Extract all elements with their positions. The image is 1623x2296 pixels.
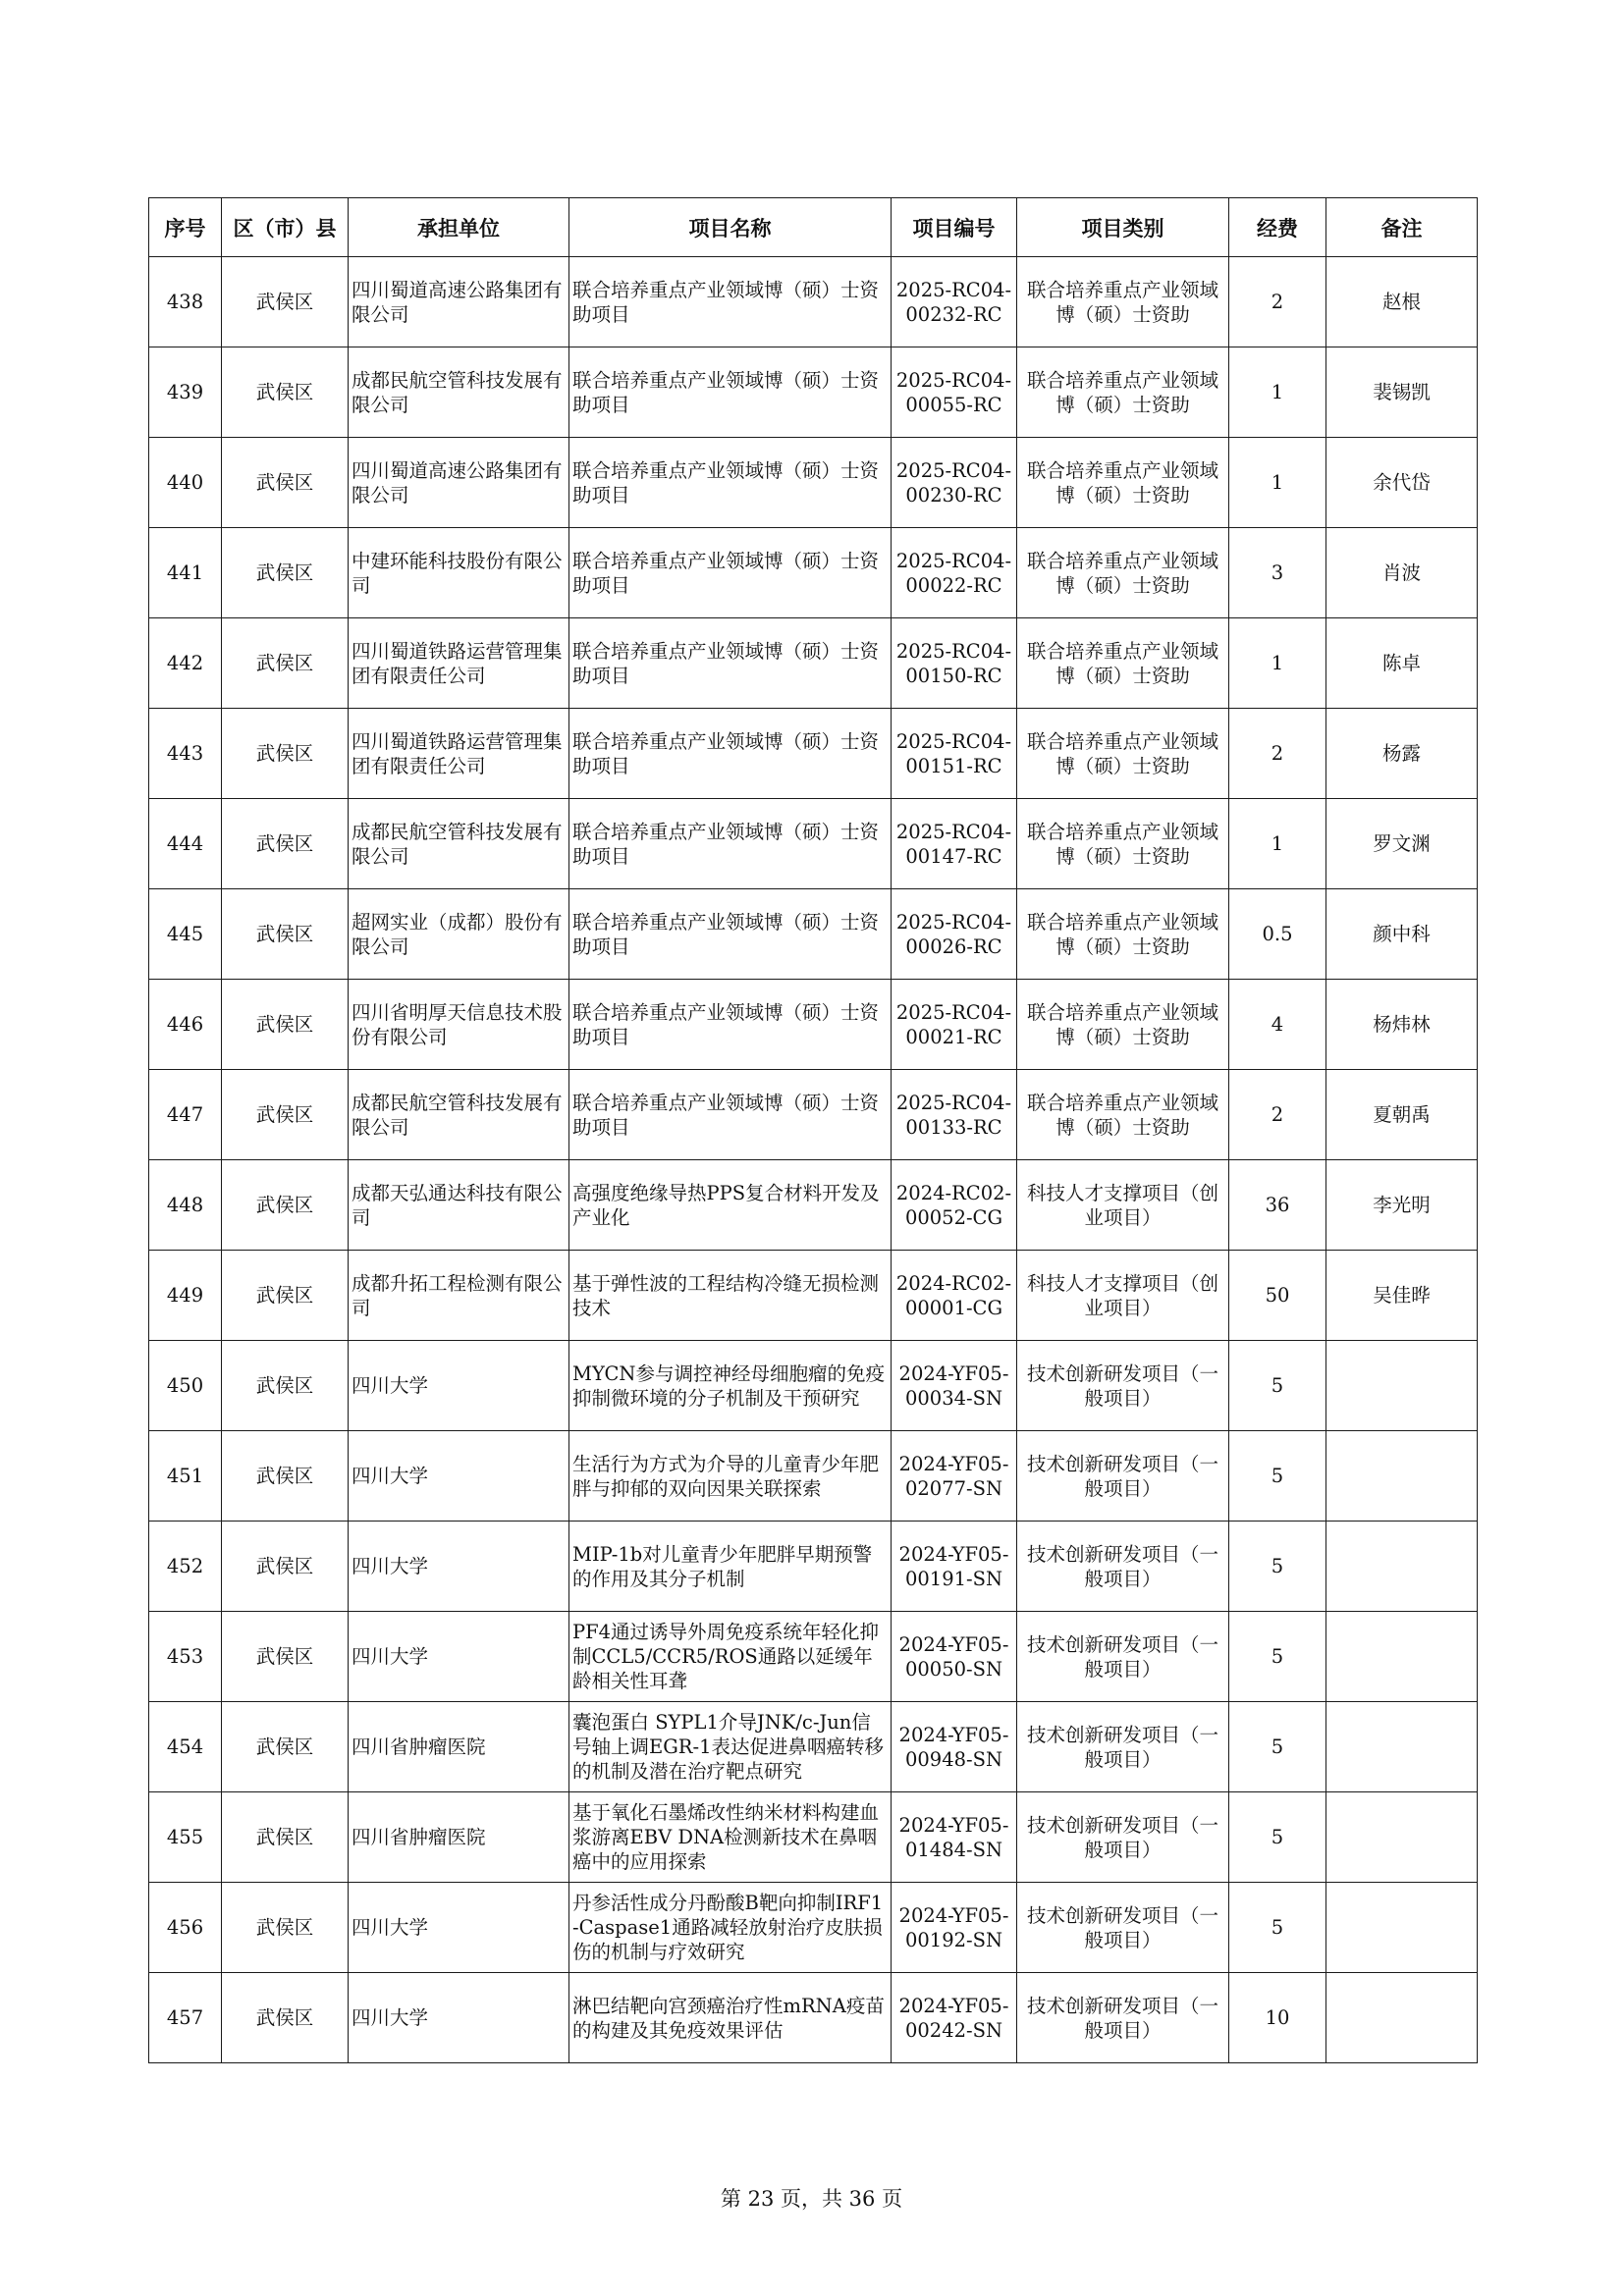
cell-no: 450	[149, 1341, 222, 1431]
cell-project-name: 联合培养重点产业领域博（硕）士资助项目	[569, 709, 892, 799]
cell-funding: 2	[1229, 257, 1326, 347]
table-row	[149, 1431, 1478, 1522]
cell-no: 457	[149, 1973, 222, 2063]
cell-project-name: 联合培养重点产业领域博（硕）士资助项目	[569, 257, 892, 347]
cell-funding: 1	[1229, 347, 1326, 438]
table-row	[149, 1522, 1478, 1612]
cell-project-name: 联合培养重点产业领域博（硕）士资助项目	[569, 438, 892, 528]
cell-project-name: 联合培养重点产业领域博（硕）士资助项目	[569, 799, 892, 889]
cell-project-code: 2025-RC04-00230-RC	[892, 438, 1017, 528]
cell-project-code: 2024-YF05-00034-SN	[892, 1341, 1017, 1431]
cell-project-name: 联合培养重点产业领域博（硕）士资助项目	[569, 528, 892, 618]
project-table	[148, 197, 1478, 2063]
cell-category: 技术创新研发项目（一般项目）	[1017, 1973, 1229, 2063]
cell-category: 技术创新研发项目（一般项目）	[1017, 1522, 1229, 1612]
cell-project-code: 2024-RC02-00052-CG	[892, 1160, 1017, 1251]
cell-remark	[1326, 1973, 1478, 2063]
table-row	[149, 1160, 1478, 1251]
table-row	[149, 257, 1478, 347]
cell-unit: 四川省肿瘤医院	[349, 1792, 569, 1883]
cell-no: 446	[149, 980, 222, 1070]
cell-unit: 中建环能科技股份有限公司	[349, 528, 569, 618]
cell-district: 武侯区	[222, 1973, 349, 2063]
cell-category: 科技人才支撑项目（创业项目）	[1017, 1251, 1229, 1341]
cell-funding: 1	[1229, 799, 1326, 889]
cell-project-name: 囊泡蛋白 SYPL1介导JNK/c-Jun信号轴上调EGR-1表达促进鼻咽癌转移的机制及潜在治疗靶点研究	[569, 1702, 892, 1792]
cell-unit: 四川省肿瘤医院	[349, 1702, 569, 1792]
cell-category: 技术创新研发项目（一般项目）	[1017, 1883, 1229, 1973]
cell-district: 武侯区	[222, 1251, 349, 1341]
cell-unit: 四川蜀道高速公路集团有限公司	[349, 257, 569, 347]
cell-remark	[1326, 1612, 1478, 1702]
cell-district: 武侯区	[222, 709, 349, 799]
cell-category: 技术创新研发项目（一般项目）	[1017, 1431, 1229, 1522]
cell-unit: 成都民航空管科技发展有限公司	[349, 799, 569, 889]
table-row	[149, 528, 1478, 618]
cell-category: 联合培养重点产业领域博（硕）士资助	[1017, 528, 1229, 618]
cell-unit: 四川大学	[349, 1341, 569, 1431]
table-row	[149, 438, 1478, 528]
cell-unit: 四川大学	[349, 1522, 569, 1612]
cell-district: 武侯区	[222, 889, 349, 980]
cell-remark	[1326, 1883, 1478, 1973]
cell-project-code: 2025-RC04-00150-RC	[892, 618, 1017, 709]
table-row	[149, 1702, 1478, 1792]
cell-project-name: MYCN参与调控神经母细胞瘤的免疫抑制微环境的分子机制及干预研究	[569, 1341, 892, 1431]
cell-no: 440	[149, 438, 222, 528]
cell-district: 武侯区	[222, 1702, 349, 1792]
table-header-row	[149, 198, 1478, 257]
cell-category: 科技人才支撑项目（创业项目）	[1017, 1160, 1229, 1251]
cell-district: 武侯区	[222, 1883, 349, 1973]
cell-unit: 四川大学	[349, 1883, 569, 1973]
table-row	[149, 1341, 1478, 1431]
cell-funding: 5	[1229, 1431, 1326, 1522]
cell-district: 武侯区	[222, 1522, 349, 1612]
cell-project-code: 2024-YF05-02077-SN	[892, 1431, 1017, 1522]
col-header-remark: 备注	[1326, 198, 1478, 257]
col-header-project-code: 项目编号	[892, 198, 1017, 257]
cell-project-name: PF4通过诱导外周免疫系统年轻化抑制CCL5/CCR5/ROS通路以延缓年龄相关性耳聋	[569, 1612, 892, 1702]
cell-project-name: 高强度绝缘导热PPS复合材料开发及产业化	[569, 1160, 892, 1251]
cell-category: 联合培养重点产业领域博（硕）士资助	[1017, 1070, 1229, 1160]
cell-unit: 四川大学	[349, 1431, 569, 1522]
cell-remark	[1326, 1522, 1478, 1612]
cell-project-code: 2025-RC04-00133-RC	[892, 1070, 1017, 1160]
cell-project-name: 生活行为方式为介导的儿童青少年肥胖与抑郁的双向因果关联探索	[569, 1431, 892, 1522]
cell-remark: 吴佳晔	[1326, 1251, 1478, 1341]
cell-project-code: 2025-RC04-00147-RC	[892, 799, 1017, 889]
cell-unit: 成都升拓工程检测有限公司	[349, 1251, 569, 1341]
cell-category: 联合培养重点产业领域博（硕）士资助	[1017, 347, 1229, 438]
cell-no: 443	[149, 709, 222, 799]
table-body	[149, 257, 1478, 2063]
cell-project-name: 基于氧化石墨烯改性纳米材料构建血浆游离EBV DNA检测新技术在鼻咽癌中的应用探索	[569, 1792, 892, 1883]
cell-project-code: 2024-YF05-00050-SN	[892, 1612, 1017, 1702]
cell-project-name: 淋巴结靶向宫颈癌治疗性mRNA疫苗的构建及其免疫效果评估	[569, 1973, 892, 2063]
cell-project-code: 2025-RC04-00151-RC	[892, 709, 1017, 799]
cell-project-code: 2025-RC04-00021-RC	[892, 980, 1017, 1070]
cell-funding: 5	[1229, 1341, 1326, 1431]
cell-district: 武侯区	[222, 799, 349, 889]
cell-remark	[1326, 1702, 1478, 1792]
col-header-no: 序号	[149, 198, 222, 257]
cell-remark: 杨露	[1326, 709, 1478, 799]
cell-unit: 四川省明厚天信息技术股份有限公司	[349, 980, 569, 1070]
cell-remark: 赵根	[1326, 257, 1478, 347]
cell-no: 451	[149, 1431, 222, 1522]
col-header-category: 项目类别	[1017, 198, 1229, 257]
cell-funding: 5	[1229, 1883, 1326, 1973]
cell-district: 武侯区	[222, 1792, 349, 1883]
cell-project-code: 2025-RC04-00232-RC	[892, 257, 1017, 347]
cell-remark: 裴锡凯	[1326, 347, 1478, 438]
cell-unit: 成都民航空管科技发展有限公司	[349, 347, 569, 438]
cell-no: 456	[149, 1883, 222, 1973]
table-row	[149, 1792, 1478, 1883]
table-row	[149, 618, 1478, 709]
cell-category: 联合培养重点产业领域博（硕）士资助	[1017, 618, 1229, 709]
cell-funding: 10	[1229, 1973, 1326, 2063]
cell-funding: 2	[1229, 1070, 1326, 1160]
cell-remark: 颜中科	[1326, 889, 1478, 980]
cell-project-code: 2024-YF05-00191-SN	[892, 1522, 1017, 1612]
cell-project-code: 2024-YF05-00192-SN	[892, 1883, 1017, 1973]
cell-funding: 5	[1229, 1612, 1326, 1702]
cell-no: 439	[149, 347, 222, 438]
cell-unit: 成都民航空管科技发展有限公司	[349, 1070, 569, 1160]
table-row	[149, 1251, 1478, 1341]
cell-no: 441	[149, 528, 222, 618]
cell-remark: 李光明	[1326, 1160, 1478, 1251]
cell-no: 448	[149, 1160, 222, 1251]
cell-category: 联合培养重点产业领域博（硕）士资助	[1017, 799, 1229, 889]
col-header-unit: 承担单位	[349, 198, 569, 257]
cell-unit: 四川大学	[349, 1612, 569, 1702]
cell-project-name: 基于弹性波的工程结构冷缝无损检测技术	[569, 1251, 892, 1341]
cell-project-code: 2024-YF05-01484-SN	[892, 1792, 1017, 1883]
cell-remark: 陈卓	[1326, 618, 1478, 709]
cell-district: 武侯区	[222, 1341, 349, 1431]
cell-funding: 1	[1229, 438, 1326, 528]
cell-unit: 四川蜀道铁路运营管理集团有限责任公司	[349, 618, 569, 709]
cell-unit: 四川蜀道铁路运营管理集团有限责任公司	[349, 709, 569, 799]
cell-project-code: 2025-RC04-00026-RC	[892, 889, 1017, 980]
cell-district: 武侯区	[222, 257, 349, 347]
cell-no: 438	[149, 257, 222, 347]
cell-category: 技术创新研发项目（一般项目）	[1017, 1702, 1229, 1792]
table-row	[149, 980, 1478, 1070]
cell-project-code: 2025-RC04-00055-RC	[892, 347, 1017, 438]
cell-project-name: MIP-1b对儿童青少年肥胖早期预警的作用及其分子机制	[569, 1522, 892, 1612]
cell-unit: 四川蜀道高速公路集团有限公司	[349, 438, 569, 528]
cell-funding: 2	[1229, 709, 1326, 799]
cell-remark: 肖波	[1326, 528, 1478, 618]
cell-no: 442	[149, 618, 222, 709]
table-row	[149, 1973, 1478, 2063]
cell-unit: 超网实业（成都）股份有限公司	[349, 889, 569, 980]
cell-funding: 3	[1229, 528, 1326, 618]
cell-category: 技术创新研发项目（一般项目）	[1017, 1341, 1229, 1431]
cell-unit: 成都天弘通达科技有限公司	[349, 1160, 569, 1251]
cell-funding: 5	[1229, 1702, 1326, 1792]
cell-funding: 5	[1229, 1792, 1326, 1883]
col-header-project-name: 项目名称	[569, 198, 892, 257]
cell-project-name: 联合培养重点产业领域博（硕）士资助项目	[569, 618, 892, 709]
cell-unit: 四川大学	[349, 1973, 569, 2063]
cell-district: 武侯区	[222, 1612, 349, 1702]
col-header-funding: 经费	[1229, 198, 1326, 257]
cell-funding: 1	[1229, 618, 1326, 709]
cell-project-name: 联合培养重点产业领域博（硕）士资助项目	[569, 889, 892, 980]
cell-funding: 36	[1229, 1160, 1326, 1251]
cell-district: 武侯区	[222, 347, 349, 438]
cell-project-name: 丹参活性成分丹酚酸B靶向抑制IRF1-Caspase1通路减轻放射治疗皮肤损伤的机制与疗效研究	[569, 1883, 892, 1973]
cell-category: 联合培养重点产业领域博（硕）士资助	[1017, 709, 1229, 799]
table-row	[149, 799, 1478, 889]
cell-project-code: 2024-RC02-00001-CG	[892, 1251, 1017, 1341]
table-row	[149, 1612, 1478, 1702]
cell-district: 武侯区	[222, 980, 349, 1070]
cell-district: 武侯区	[222, 438, 349, 528]
cell-district: 武侯区	[222, 528, 349, 618]
table-row	[149, 889, 1478, 980]
cell-remark: 余代岱	[1326, 438, 1478, 528]
cell-no: 452	[149, 1522, 222, 1612]
cell-remark: 夏朝禹	[1326, 1070, 1478, 1160]
page-footer: 第 23 页，共 36 页	[720, 2187, 903, 2211]
cell-funding: 4	[1229, 980, 1326, 1070]
cell-project-name: 联合培养重点产业领域博（硕）士资助项目	[569, 347, 892, 438]
cell-no: 455	[149, 1792, 222, 1883]
cell-no: 445	[149, 889, 222, 980]
cell-district: 武侯区	[222, 1160, 349, 1251]
cell-no: 447	[149, 1070, 222, 1160]
cell-funding: 5	[1229, 1522, 1326, 1612]
cell-project-name: 联合培养重点产业领域博（硕）士资助项目	[569, 980, 892, 1070]
cell-category: 联合培养重点产业领域博（硕）士资助	[1017, 438, 1229, 528]
cell-category: 联合培养重点产业领域博（硕）士资助	[1017, 980, 1229, 1070]
cell-district: 武侯区	[222, 618, 349, 709]
cell-category: 联合培养重点产业领域博（硕）士资助	[1017, 889, 1229, 980]
table-row	[149, 347, 1478, 438]
cell-remark	[1326, 1431, 1478, 1522]
col-header-district: 区（市）县	[222, 198, 349, 257]
cell-project-code: 2025-RC04-00022-RC	[892, 528, 1017, 618]
table-row	[149, 709, 1478, 799]
cell-no: 444	[149, 799, 222, 889]
cell-no: 449	[149, 1251, 222, 1341]
cell-remark	[1326, 1341, 1478, 1431]
cell-funding: 50	[1229, 1251, 1326, 1341]
cell-no: 453	[149, 1612, 222, 1702]
cell-project-code: 2024-YF05-00242-SN	[892, 1973, 1017, 2063]
cell-project-code: 2024-YF05-00948-SN	[892, 1702, 1017, 1792]
cell-project-name: 联合培养重点产业领域博（硕）士资助项目	[569, 1070, 892, 1160]
cell-district: 武侯区	[222, 1431, 349, 1522]
cell-category: 技术创新研发项目（一般项目）	[1017, 1612, 1229, 1702]
cell-category: 技术创新研发项目（一般项目）	[1017, 1792, 1229, 1883]
cell-no: 454	[149, 1702, 222, 1792]
cell-district: 武侯区	[222, 1070, 349, 1160]
cell-remark: 罗文渊	[1326, 799, 1478, 889]
cell-remark: 杨炜林	[1326, 980, 1478, 1070]
table-row	[149, 1070, 1478, 1160]
cell-funding: 0.5	[1229, 889, 1326, 980]
cell-category: 联合培养重点产业领域博（硕）士资助	[1017, 257, 1229, 347]
cell-remark	[1326, 1792, 1478, 1883]
table-row	[149, 1883, 1478, 1973]
